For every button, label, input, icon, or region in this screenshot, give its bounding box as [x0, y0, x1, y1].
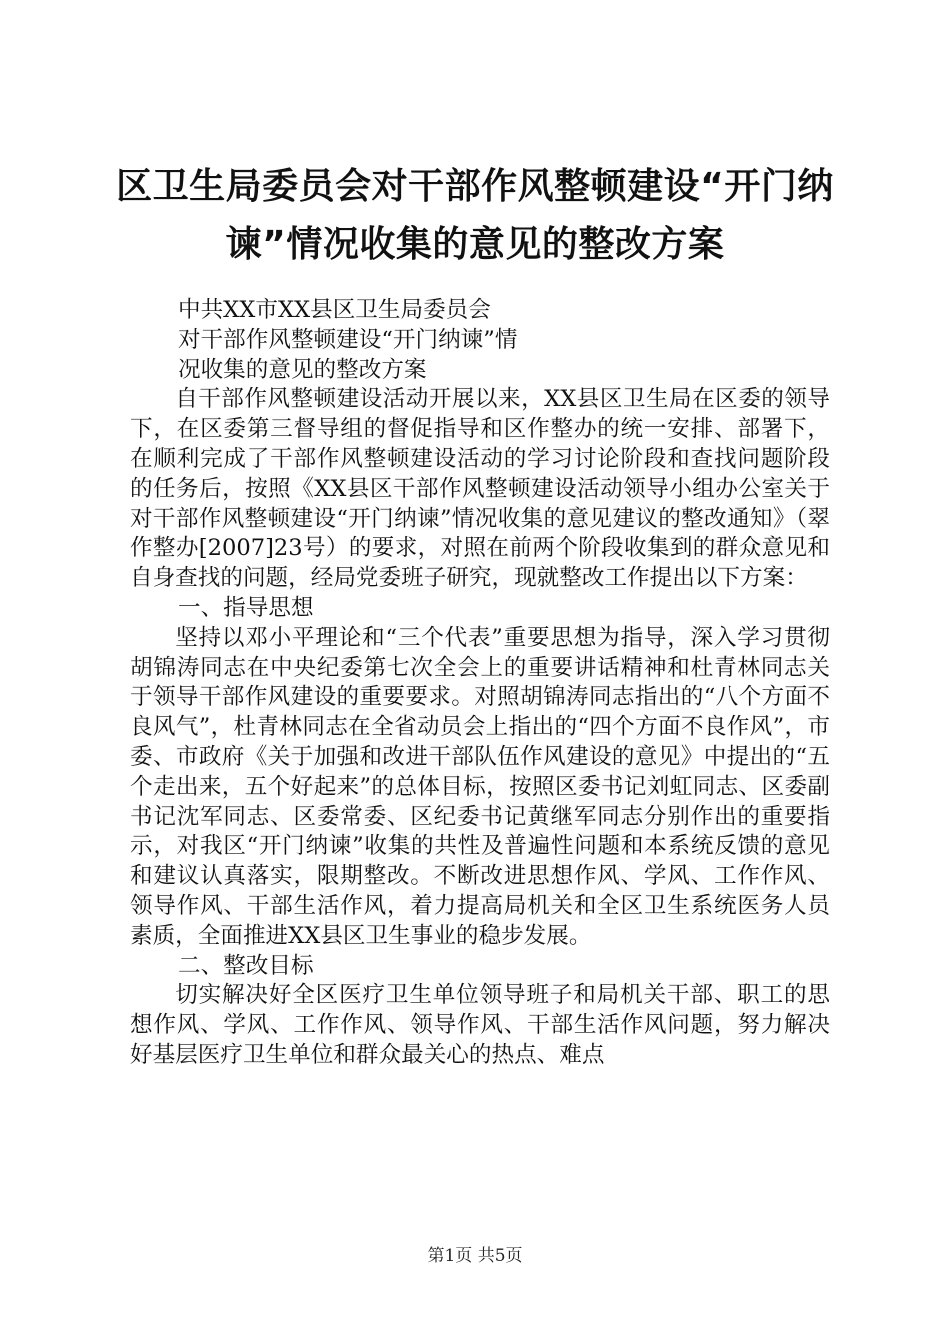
section-heading-rectification-goals: 二、整改目标: [178, 952, 314, 979]
document-title-line-1: 区卫生局委员会对干部作风整顿建设“开门纳: [116, 166, 834, 207]
section-heading-guiding-ideology: 一、指导思想: [178, 594, 314, 621]
section-body-guiding-ideology: 坚持以邓小平理论和“三个代表”重要思想为指导，深入学习贯彻胡锦涛同志在中央纪委第七次全会上的重要讲话精神和杜青林同志关于领导干部作风建设的重要要求。对照胡锦涛同志指出的“八个方面不良风气”，杜青林同志在全省动员会上指出的“四个方面不良作风”，市委、市政府《关于加强和改进干部队伍作风建设的意见》中提出的“五个走出来，五个好起来”的总体目标，按照区委书记刘虹同志、区委副书记沈军同志、区委常委、区纪委书记黄继军同志分别作出的重要指示，对我区“开门纳谏”收集的共性及普遍性问题和本系统反馈的意见和建议认真落实，限期整改。不断改进思想作风、学风、工作作风、领导作风、干部生活作风，着力提高局机关和全区卫生系统医务人员素质，全面推进XX县区卫生事业的稳步发展。: [130, 624, 830, 949]
document-title-line-2: 谏”情况收集的意见的整改方案: [225, 224, 725, 265]
document-body: [130, 296, 830, 1071]
page-number-footer: 第1页 共5页: [427, 1246, 523, 1266]
header-line-organization: 中共XX市XX县区卫生局委员会: [178, 297, 491, 323]
header-line-subject-cont: 况收集的意见的整改方案: [178, 356, 427, 383]
section-body-rectification-goals: 切实解决好全区医疗卫生单位领导班子和局机关干部、职工的思想作风、学风、工作作风、领导作风、干部生活作风问题，努力解决好基层医疗卫生单位和群众最关心的热点、难点: [130, 982, 830, 1068]
header-line-subject: 对干部作风整顿建设“开门纳谏”情: [178, 326, 518, 353]
intro-paragraph: 自干部作风整顿建设活动开展以来，XX县区卫生局在区委的领导下，在区委第三督导组的督促指导和区作整办的统一安排、部署下，在顺利完成了干部作风整顿建设活动的学习讨论阶段和查找问题阶段的任务后，按照《XX县区干部作风整顿建设活动领导小组办公室关于对干部作风整顿建设“开门纳谏”情况收集的意见建议的整改通知》（翠作整办[2007]23号）的要求，对照在前两个阶段收集到的群众意见和自身查找的问题，经局党委班子研究，现就整改工作提出以下方案：: [130, 386, 830, 592]
